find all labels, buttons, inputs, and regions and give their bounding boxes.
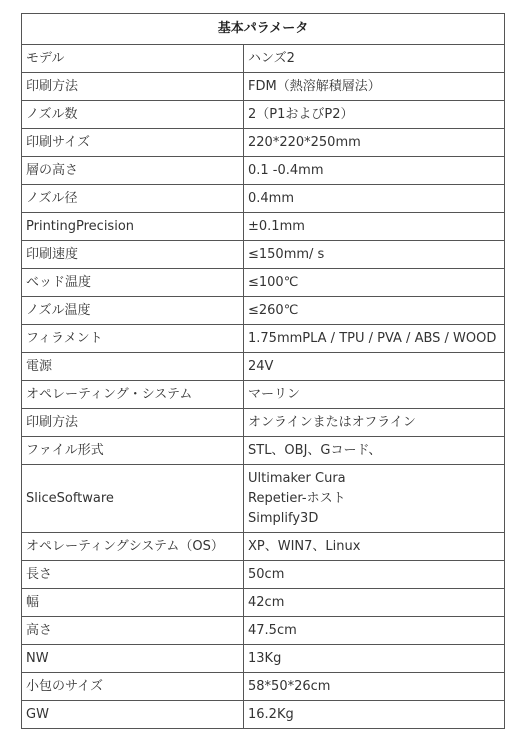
table-row xyxy=(22,101,505,129)
param-value: ≤100℃ xyxy=(244,269,505,297)
param-label: フィラメント xyxy=(22,325,244,353)
param-label: ノズル温度 xyxy=(22,297,244,325)
param-label: 印刷サイズ xyxy=(22,129,244,157)
param-value: ±0.1mm xyxy=(244,213,505,241)
param-label: 幅 xyxy=(22,589,244,617)
param-value: 0.1 -0.4mm xyxy=(244,157,505,185)
table-row xyxy=(22,533,505,561)
param-label: ノズル径 xyxy=(22,185,244,213)
param-label: 印刷方法 xyxy=(22,73,244,101)
param-label: ノズル数 xyxy=(22,101,244,129)
param-label: オペレーティングシステム（OS） xyxy=(22,533,244,561)
param-value: 42cm xyxy=(244,589,505,617)
table-row xyxy=(22,213,505,241)
table-row xyxy=(22,561,505,589)
table-row xyxy=(22,353,505,381)
param-label: 電源 xyxy=(22,353,244,381)
table-row xyxy=(22,45,505,73)
param-value: FDM（熱溶解積層法） xyxy=(244,73,505,101)
param-value: ≤150mm/ s xyxy=(244,241,505,269)
param-value: 0.4mm xyxy=(244,185,505,213)
param-value-line: Repetier-ホスト xyxy=(248,490,346,506)
param-label: 長さ xyxy=(22,561,244,589)
table-row xyxy=(22,617,505,645)
param-value: 1.75mmPLA / TPU / PVA / ABS / WOOD xyxy=(244,325,505,353)
param-label: 層の高さ xyxy=(22,157,244,185)
param-label: モデル xyxy=(22,45,244,73)
param-label: GW xyxy=(22,701,244,729)
table-title: 基本パラメータ xyxy=(22,14,505,45)
param-value: STL、OBJ、Gコード、 xyxy=(244,437,505,465)
param-value: 50cm xyxy=(244,561,505,589)
table-row xyxy=(22,269,505,297)
table-row xyxy=(22,465,505,533)
param-label: ファイル形式 xyxy=(22,437,244,465)
param-label: PrintingPrecision xyxy=(22,213,244,241)
param-label: 印刷速度 xyxy=(22,241,244,269)
param-value: 220*220*250mm xyxy=(244,129,505,157)
param-value: ≤260℃ xyxy=(244,297,505,325)
param-label: 小包のサイズ xyxy=(22,673,244,701)
param-value-line: Ultimaker Cura xyxy=(248,470,346,486)
table-row xyxy=(22,129,505,157)
param-value: 2（P1およびP2） xyxy=(244,101,505,129)
table-row xyxy=(22,241,505,269)
param-value: オンラインまたはオフライン xyxy=(244,409,505,437)
table-row xyxy=(22,645,505,673)
table-row xyxy=(22,157,505,185)
table-row xyxy=(22,185,505,213)
table-row xyxy=(22,673,505,701)
param-value: 47.5cm xyxy=(244,617,505,645)
spec-table xyxy=(21,13,505,729)
param-label: 印刷方法 xyxy=(22,409,244,437)
table-row xyxy=(22,325,505,353)
param-value: 16.2Kg xyxy=(244,701,505,729)
param-value: ハンズ2 xyxy=(244,45,505,73)
table-row xyxy=(22,409,505,437)
table-row xyxy=(22,381,505,409)
param-value: XP、WIN7、Linux xyxy=(244,533,505,561)
param-label: ベッド温度 xyxy=(22,269,244,297)
param-value: 58*50*26cm xyxy=(244,673,505,701)
param-value: マーリン xyxy=(244,381,505,409)
param-value: 24V xyxy=(244,353,505,381)
param-label: 高さ xyxy=(22,617,244,645)
param-label: NW xyxy=(22,645,244,673)
param-value: 13Kg xyxy=(244,645,505,673)
param-label: SliceSoftware xyxy=(22,465,244,533)
table-row xyxy=(22,297,505,325)
table-row xyxy=(22,73,505,101)
table-row xyxy=(22,701,505,729)
param-value-line: Simplify3D xyxy=(248,510,319,526)
param-label: オペレーティング・システム xyxy=(22,381,244,409)
table-row xyxy=(22,589,505,617)
table-row xyxy=(22,437,505,465)
table-header-row xyxy=(22,14,505,45)
param-value-list xyxy=(244,465,505,533)
